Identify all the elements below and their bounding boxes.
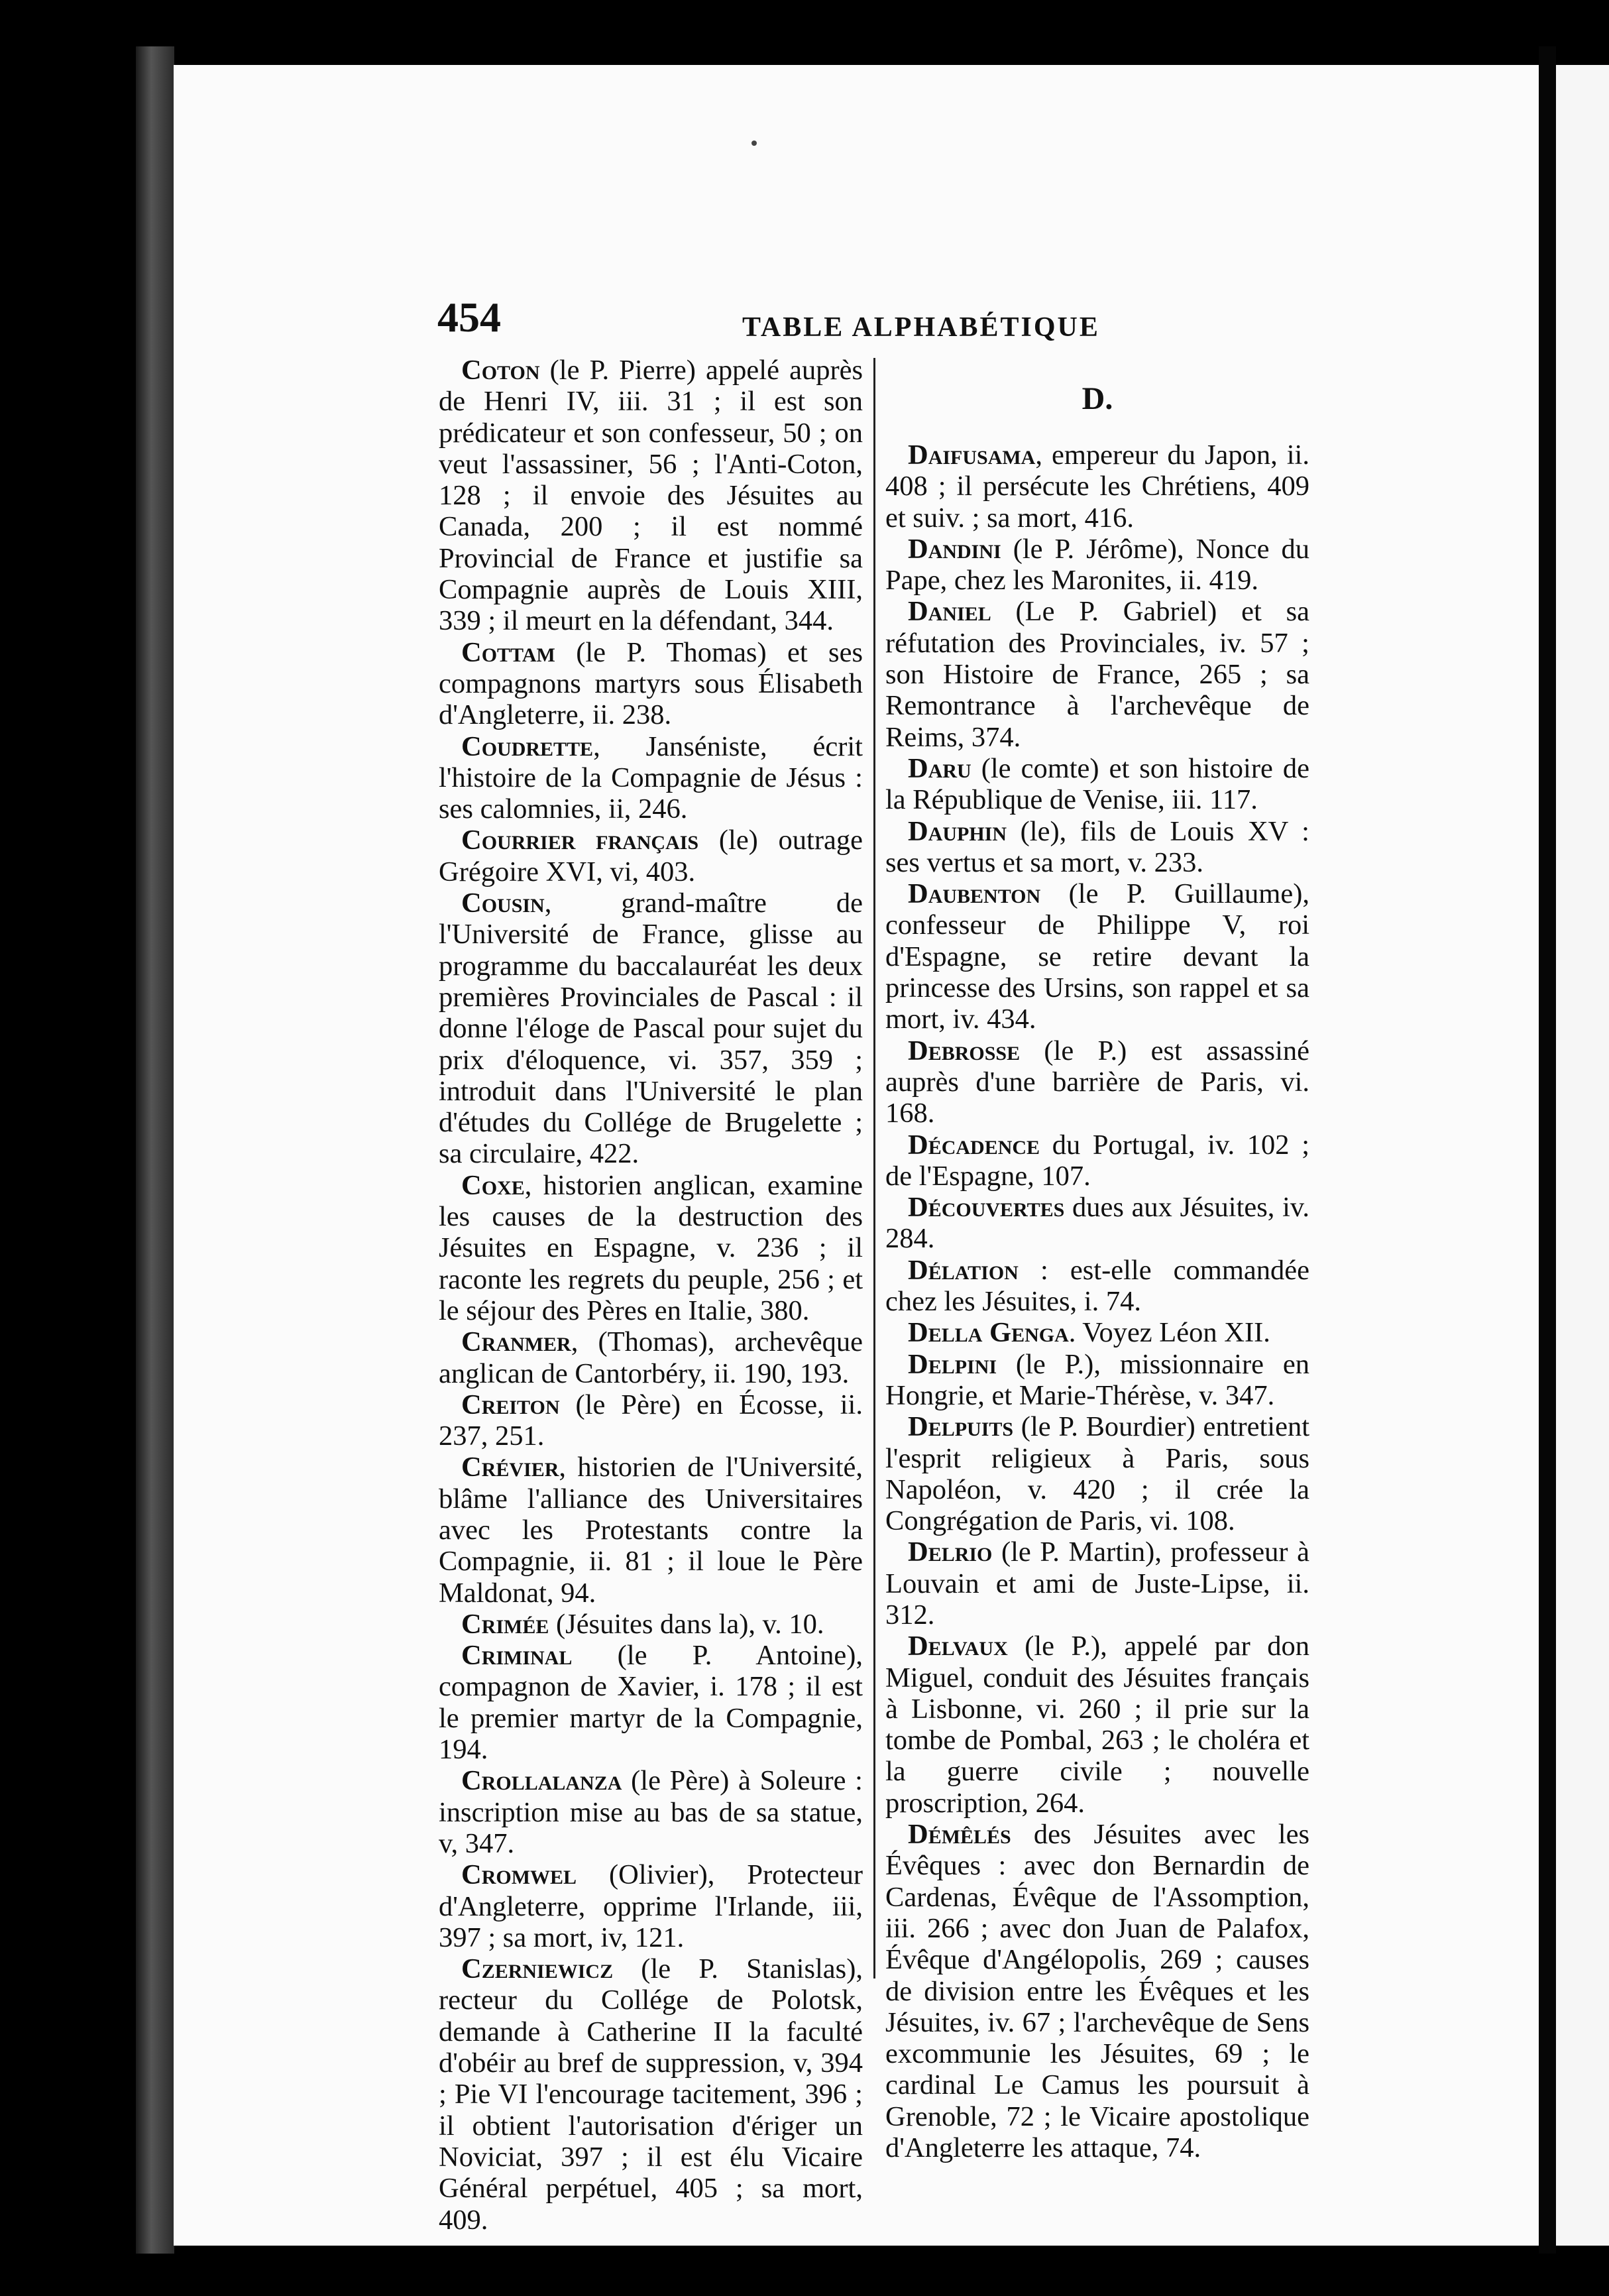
- section-letter: D.: [1082, 381, 1113, 416]
- entry-headword: Daifusama: [908, 439, 1036, 471]
- page-gutter: [1539, 46, 1556, 2254]
- index-entry: [439, 1765, 863, 1859]
- entry-text: . Voyez Léon XII.: [1068, 1317, 1270, 1349]
- entry-headword: Dandini: [908, 533, 1001, 565]
- running-head: TABLE ALPHABÉTIQUE: [742, 312, 1100, 343]
- entry-headword: Daniel: [908, 596, 991, 628]
- entry-text: (le P. Guillaume), confesseur de Philippe V, roi d'Espagne, se retire devant la princesse des Ursins, son rappel et sa mort, iv. 434.: [885, 878, 1309, 1035]
- index-entry: [439, 1953, 863, 2236]
- entry-headword: Dauphin: [908, 815, 1007, 847]
- entry-headword: Cranmer: [461, 1326, 571, 1358]
- entry-text: (le Père) à Soleure : inscription mise au bas de sa statue, v, 347.: [439, 1765, 863, 1859]
- entry-text: (Jésuites dans la), v. 10.: [549, 1608, 824, 1640]
- entry-headword: Delpuits: [908, 1411, 1014, 1443]
- index-entry: [885, 1819, 1309, 2163]
- index-entry: [439, 1640, 863, 1765]
- entry-headword: Creiton: [461, 1389, 560, 1420]
- entry-text: (le P. Thomas) et ses compagnons martyrs sous Élisabeth d'Angleterre, ii. 238.: [439, 636, 863, 731]
- index-entry: [439, 1609, 863, 1640]
- column-divider: [873, 358, 875, 1979]
- index-entry: [885, 878, 1309, 1035]
- index-entry: [885, 1631, 1309, 1819]
- index-entry: [885, 753, 1309, 816]
- index-entry: [439, 1452, 863, 1608]
- entry-headword: Cousin: [461, 888, 545, 919]
- entry-headword: Della Genga: [908, 1317, 1069, 1349]
- entry-text: , Janséniste, écrit l'histoire de la Compagnie de Jésus : ses calomnies, ii, 246.: [439, 730, 863, 825]
- index-column-left: [439, 355, 863, 2236]
- index-entry: [885, 1411, 1309, 1536]
- facing-page-edge: [1556, 65, 1609, 2246]
- entry-text: , historien anglican, examine les causes de la destruction des Jésuites en Espagne, v. 236 ; il raconte les regrets du peuple, 256 ; et le séjour des Pères en Italie, 380.: [439, 1169, 863, 1326]
- entry-text: , historien de l'Université, blâme l'alliance des Universitaires avec les Protestants contre la Compagnie, ii. 81 ; il loue le Père Maldonat, 94.: [439, 1452, 863, 1609]
- entry-text: (le), fils de Louis XV : ses vertus et sa mort, v. 233.: [885, 815, 1309, 878]
- entry-text: (le P. Antoine), compagnon de Xavier, i. 178 ; il est le premier martyr de la Compagnie, 194.: [439, 1640, 863, 1766]
- index-entry: [439, 1326, 863, 1389]
- index-entry: [885, 1129, 1309, 1192]
- index-entry: [439, 731, 863, 825]
- entry-text: : est-elle commandée chez les Jésuites, i. 74.: [885, 1254, 1309, 1318]
- entry-headword: Découvertes: [908, 1192, 1065, 1224]
- entry-text: des Jésuites avec les Évêques : avec don Bernardin de Cardenas, Évêque de l'Assomption, iii. 266 ; avec don Juan de Palafox, Évêque d'Angélopolis, 269 ; causes de division entre les Évêques et les Jésuites, iv. 67 ; l'archevêque de Sens excommunie les Jésuites, 69 ; le cardinal Le Camus les poursuit à Grenoble, 72 ; le Vicaire apostolique d'Angleterre les attaque, 74.: [885, 1819, 1309, 2164]
- index-entry: [885, 1255, 1309, 1318]
- entry-headword: Coxe: [461, 1169, 525, 1201]
- index-entry: [885, 534, 1309, 597]
- entry-text: , grand-maître de l'Université de France, glisse au programme du baccalauréat les deux premières Provinciales de Pascal : il donne l'éloge de Pascal pour sujet du prix d'éloquence, vi. 357, 359 ; introduit dans l'Université le plan d'études du Collége de Brugelette ; sa circulaire, 422.: [439, 888, 863, 1170]
- index-entry: [885, 1536, 1309, 1631]
- entry-text: (le Père) en Écosse, ii. 237, 251.: [439, 1389, 863, 1452]
- entry-headword: Daubenton: [908, 878, 1041, 910]
- entry-headword: Décadence: [908, 1129, 1040, 1161]
- entry-headword: Courrier français: [461, 825, 699, 856]
- index-entry: [885, 816, 1309, 879]
- entry-text: (le P. Martin), professeur à Louvain et ami de Juste-Lipse, ii. 312.: [885, 1536, 1309, 1631]
- entry-headword: Criminal: [461, 1640, 573, 1672]
- entry-text: (Le P. Gabriel) et sa réfutation des Provinciales, iv. 57 ; son Histoire de France, 265 ; sa Remontrance à l'archevêque de Reims, 374.: [885, 596, 1309, 753]
- index-entry: [885, 1035, 1309, 1129]
- entry-headword: Démêlés: [908, 1819, 1011, 1851]
- entry-headword: Coudrette: [461, 730, 594, 762]
- index-entry: [439, 637, 863, 731]
- index-column-right: [885, 374, 1309, 2163]
- index-entry: [439, 1389, 863, 1452]
- entry-text: du Portugal, iv. 102 ; de l'Espagne, 107.: [885, 1129, 1309, 1192]
- entry-text: (le) outrage Grégoire XVI, vi, 403.: [439, 825, 863, 888]
- book-edge: [136, 46, 174, 2254]
- entry-text: (le P.) est assassiné auprès d'une barrière de Paris, vi. 168.: [885, 1035, 1309, 1129]
- index-entry: [439, 1170, 863, 1326]
- entry-headword: Crimée: [461, 1608, 549, 1640]
- entry-headword: Coton: [461, 355, 540, 386]
- ink-speck: [751, 141, 757, 146]
- entry-headword: Debrosse: [908, 1035, 1021, 1066]
- entry-headword: Czerniewicz: [461, 1953, 614, 1985]
- entry-headword: Cromwel: [461, 1859, 577, 1891]
- entry-headword: Delpini: [908, 1348, 997, 1380]
- entry-headword: Crollalanza: [461, 1765, 622, 1797]
- page-number: 454: [437, 294, 501, 341]
- index-entry: [885, 1349, 1309, 1412]
- index-entry: [885, 1317, 1309, 1348]
- index-entry: [885, 596, 1309, 752]
- entry-text: (Olivier), Protecteur d'Angleterre, opprime l'Irlande, iii, 397 ; sa mort, iv, 121.: [439, 1859, 863, 1953]
- entry-text: (le P. Bourdier) entretient l'esprit religieux à Paris, sous Napoléon, v. 420 ; il crée la Congrégation de Paris, vi. 108.: [885, 1411, 1309, 1537]
- entry-text: (le P. Jérôme), Nonce du Pape, chez les Maronites, ii. 419.: [885, 533, 1309, 597]
- entry-text: (le comte) et son histoire de la République de Venise, iii. 117.: [885, 752, 1309, 816]
- entry-headword: Cottam: [461, 636, 555, 668]
- index-entry: [885, 439, 1309, 534]
- entry-headword: Delvaux: [908, 1631, 1008, 1662]
- entry-text: (le P. Stanislas), recteur du Collége de Polotsk, demande à Catherine II la faculté d'obéir au bref de suppression, v, 394 ; Pie VI l'encourage tacitement, 396 ; il obtient l'autorisation d'ériger un Noviciat, 397 ; il est élu Vicaire Général perpétuel, 405 ; sa mort, 409.: [439, 1953, 863, 2236]
- entry-text: , (Thomas), archevêque anglican de Cantorbéry, ii. 190, 193.: [439, 1326, 863, 1389]
- entry-headword: Delrio: [908, 1536, 993, 1568]
- entry-headword: Crévier: [461, 1452, 559, 1483]
- entry-text: dues aux Jésuites, iv. 284.: [885, 1192, 1309, 1255]
- entry-text: (le P. Pierre) appelé auprès de Henri IV, iii. 31 ; il est son prédicateur et son confesseur, 50 ; on veut l'assassiner, 56 ; l'Anti-Coton, 128 ; il envoie des Jésuites au Canada, 200 ; il est nommé Provincial de France et justifie sa Compagnie auprès de Louis XIII, 339 ; il meurt en la défendant, 344.: [439, 355, 863, 637]
- entry-text: (le P.), appelé par don Miguel, conduit des Jésuites français à Lisbonne, vi. 260 ; il prie sur la tombe de Pombal, 263 ; le choléra et la guerre civile ; nouvelle proscription, 264.: [885, 1631, 1309, 1819]
- index-entry: [439, 355, 863, 637]
- index-entry: [439, 888, 863, 1170]
- index-entry: [439, 1859, 863, 1953]
- entry-text: , empereur du Japon, ii. 408 ; il persécute les Chrétiens, 409 et suiv. ; sa mort, 416.: [885, 439, 1309, 534]
- entry-headword: Daru: [908, 752, 971, 784]
- index-entry: [439, 825, 863, 888]
- entry-headword: Délation: [908, 1254, 1019, 1286]
- index-entry: [885, 1192, 1309, 1255]
- entry-text: (le P.), missionnaire en Hongrie, et Marie-Thérèse, v. 347.: [885, 1348, 1309, 1411]
